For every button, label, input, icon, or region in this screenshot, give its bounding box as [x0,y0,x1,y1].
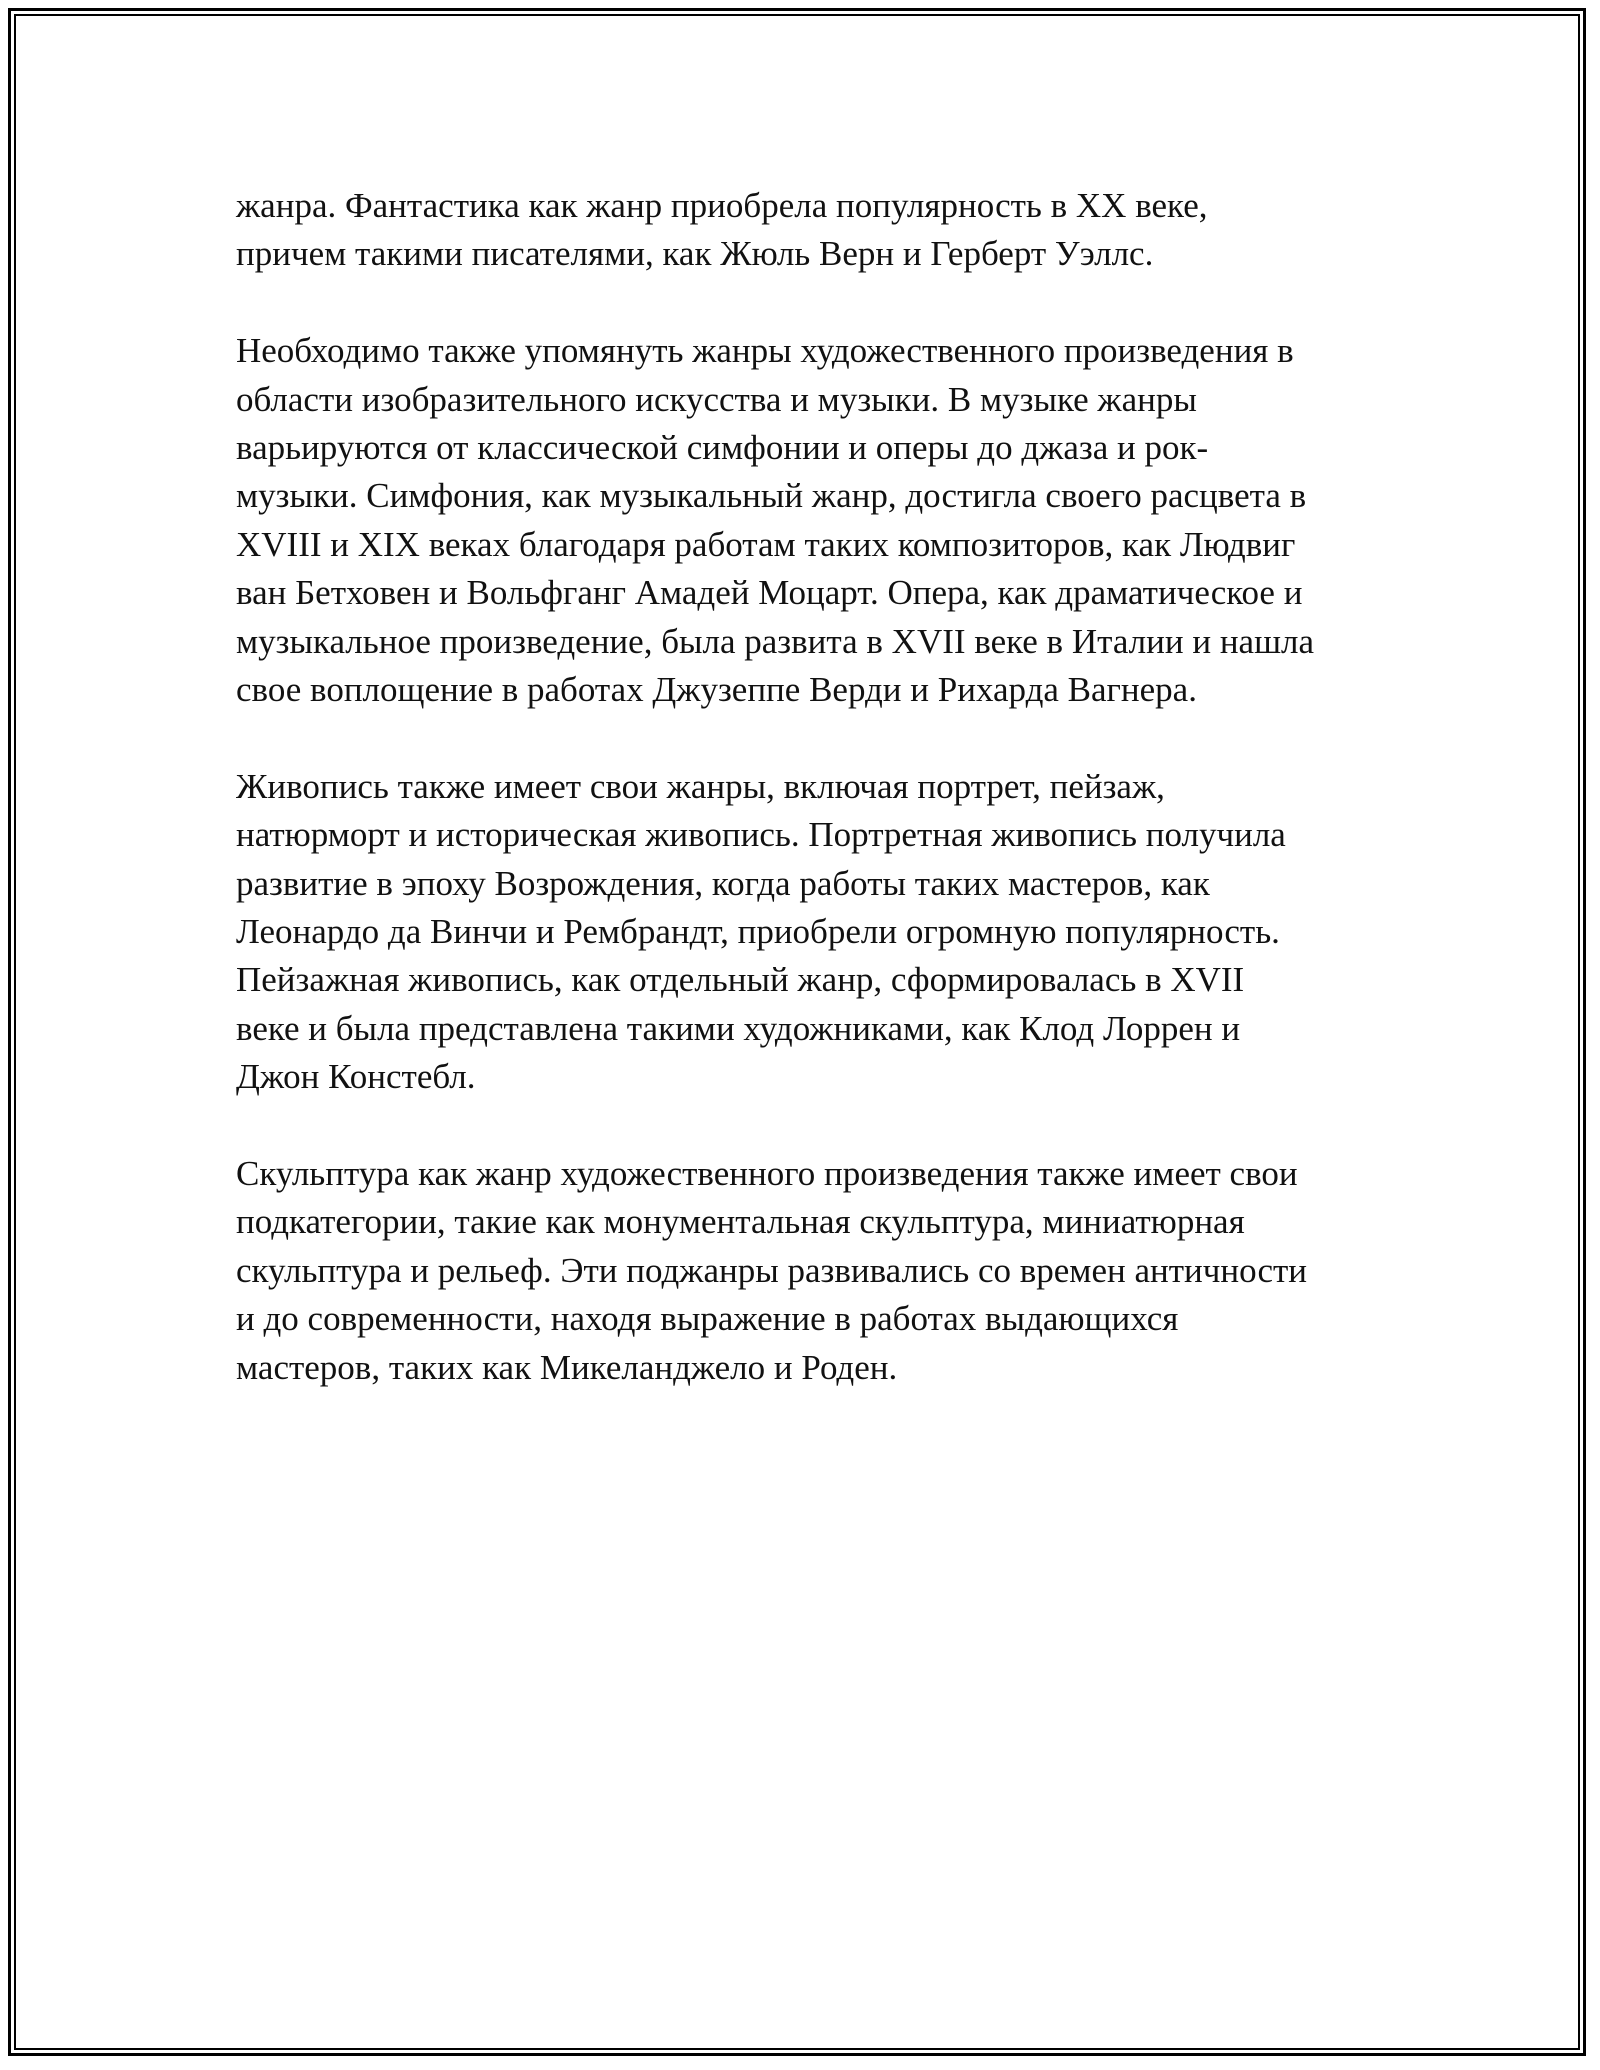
text-line: подкатегории, такие как монументальная скульптура, миниатюрная [236,1202,1245,1242]
paragraph-sculpture-genres [236,1150,1376,1392]
text-line: области изобразительного искусства и музыки. В музыке жанры [236,379,1197,419]
text-line: ван Бетховен и Вольфганг Амадей Моцарт. Опера, как драматическое и [236,573,1303,613]
paragraph-science-fiction [236,182,1376,279]
text-line: музыки. Симфония, как музыкальный жанр, достигла своего расцвета в [236,476,1307,516]
text-line: варьируются от классической симфонии и оперы до джаза и рок- [236,428,1209,468]
text-line: свое воплощение в работах Джузеппе Верди и Рихарда Вагнера. [236,670,1197,710]
document-body [236,182,1376,1441]
text-line: веке и была представлена такими художниками, как Клод Лоррен и [236,1008,1241,1048]
text-line: Пейзажная живопись, как отдельный жанр, сформировалась в XVII [236,960,1245,1000]
text-line: и до современности, находя выражение в работах выдающихся [236,1299,1179,1339]
paragraph-painting-genres [236,763,1376,1102]
text-line: развитие в эпоху Возрождения, когда работы таких мастеров, как [236,863,1210,903]
text-line: мастеров, таких как Микеланджело и Роден. [236,1347,898,1387]
text-line: Необходимо также упомянуть жанры художественного произведения в [236,331,1294,371]
text-line: Живопись также имеет свои жанры, включая портрет, пейзаж, [236,766,1165,806]
text-line: музыкальное произведение, была развита в XVII веке в Италии и нашла [236,621,1315,661]
text-line: скульптура и рельеф. Эти поджанры развивались со времен античности [236,1250,1308,1290]
text-line: Скульптура как жанр художественного произведения также имеет свои [236,1154,1298,1194]
text-line: причем такими писателями, как Жюль Верн и Герберт Уэллс. [236,234,1154,274]
text-line: жанра. Фантастика как жанр приобрела популярность в XX веке, [236,186,1208,225]
text-line: Леонардо да Винчи и Рембрандт, приобрели огромную популярность. [236,912,1280,952]
text-line: натюрморт и историческая живопись. Портретная живопись получила [236,815,1286,855]
paragraph-music-genres [236,327,1376,714]
text-line: Джон Констебл. [236,1057,476,1097]
text-line: XVIII и XIX веках благодаря работам таких композиторов, как Людвиг [236,524,1296,564]
